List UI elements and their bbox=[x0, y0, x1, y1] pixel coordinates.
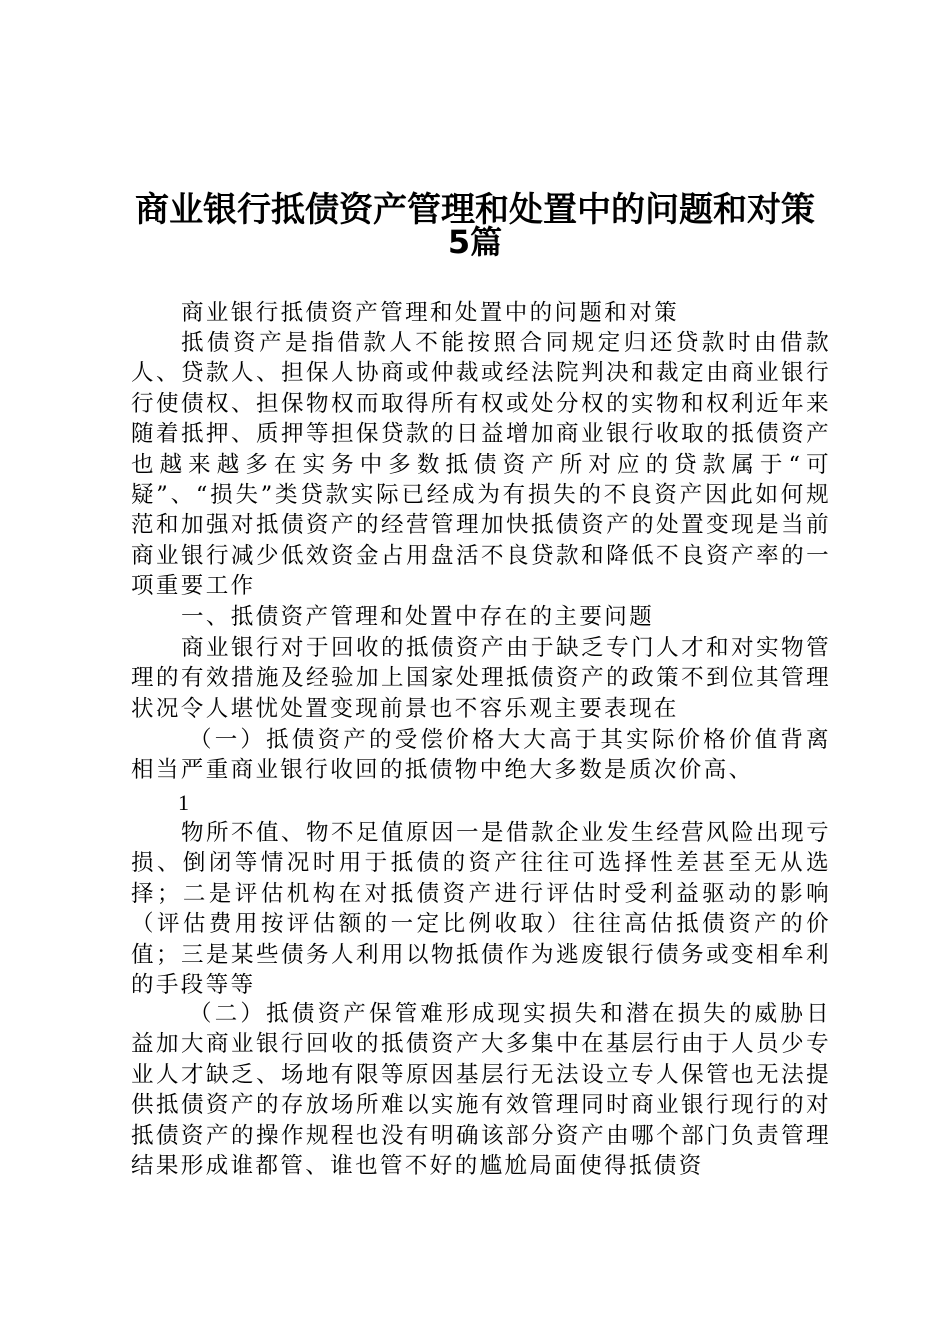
section-paragraph: 商业银行对于回收的抵债资产由于缺乏专门人才和对实物管理的有效措施及经验加上国家处理抵债资产的政策不到位其管理状况令人堪忧处置变现前景也不容乐观主要表现在 bbox=[131, 635, 831, 722]
subsection-1-paragraph: （一）抵债资产的受偿价格大大高于其实际价格价值背离相当严重商业银行收回的抵债物中绝大多数是质次价高、 bbox=[131, 727, 831, 784]
intro-paragraph: 抵债资产是指借款人不能按照合同规定归还贷款时由借款人、贷款人、担保人协商或仲裁或经法院判决和裁定由商业银行行使债权、担保物权而取得所有权或处分权的实物和权利近年来随着抵押、质押等担保贷款的日益增加商业银行收取的抵债资产也越来越多在实务中多数抵债资产所对应的贷款属于“可疑”、“损失”类贷款实际已经成为有损失的不良资产因此如何规范和加强对抵债资产的经营管理加快抵债资产的处置变现是当前商业银行减少低效资金占用盘活不良贷款和降低不良资产率的一项重要工作 bbox=[131, 330, 831, 600]
reasons-paragraph: 物所不值、物不足值原因一是借款企业发生经营风险出现亏损、倒闭等情况时用于抵债的资产往往可选择性差甚至无从选择；二是评估机构在对抵债资产进行评估时受利益驱动的影响（评估费用按评估额的一定比例收取）往往高估抵债资产的价值；三是某些债务人利用以物抵债作为逃废银行债务或变相牟利的手段等等 bbox=[131, 820, 831, 999]
subtitle-paragraph: 商业银行抵债资产管理和处置中的问题和对策 bbox=[181, 300, 680, 326]
document-title-suffix: 5篇 bbox=[447, 223, 503, 261]
section-heading: 一、抵债资产管理和处置中存在的主要问题 bbox=[181, 604, 655, 630]
page-number: 1 bbox=[178, 790, 189, 815]
document-title: 商业银行抵债资产管理和处置中的问题和对策 bbox=[135, 190, 815, 230]
subsection-2-paragraph: （二）抵债资产保管难形成现实损失和潜在损失的威胁日益加大商业银行回收的抵债资产大多集中在基层行由于人员少专业人才缺乏、场地有限等原因基层行无法设立专人保管也无法提供抵债资产的存放场所难以实施有效管理同时商业银行现行的对抵债资产的操作规程也没有明确该部分资产由哪个部门负责管理结果形成谁都管、谁也管不好的尴尬局面使得抵债资 bbox=[131, 1001, 831, 1180]
